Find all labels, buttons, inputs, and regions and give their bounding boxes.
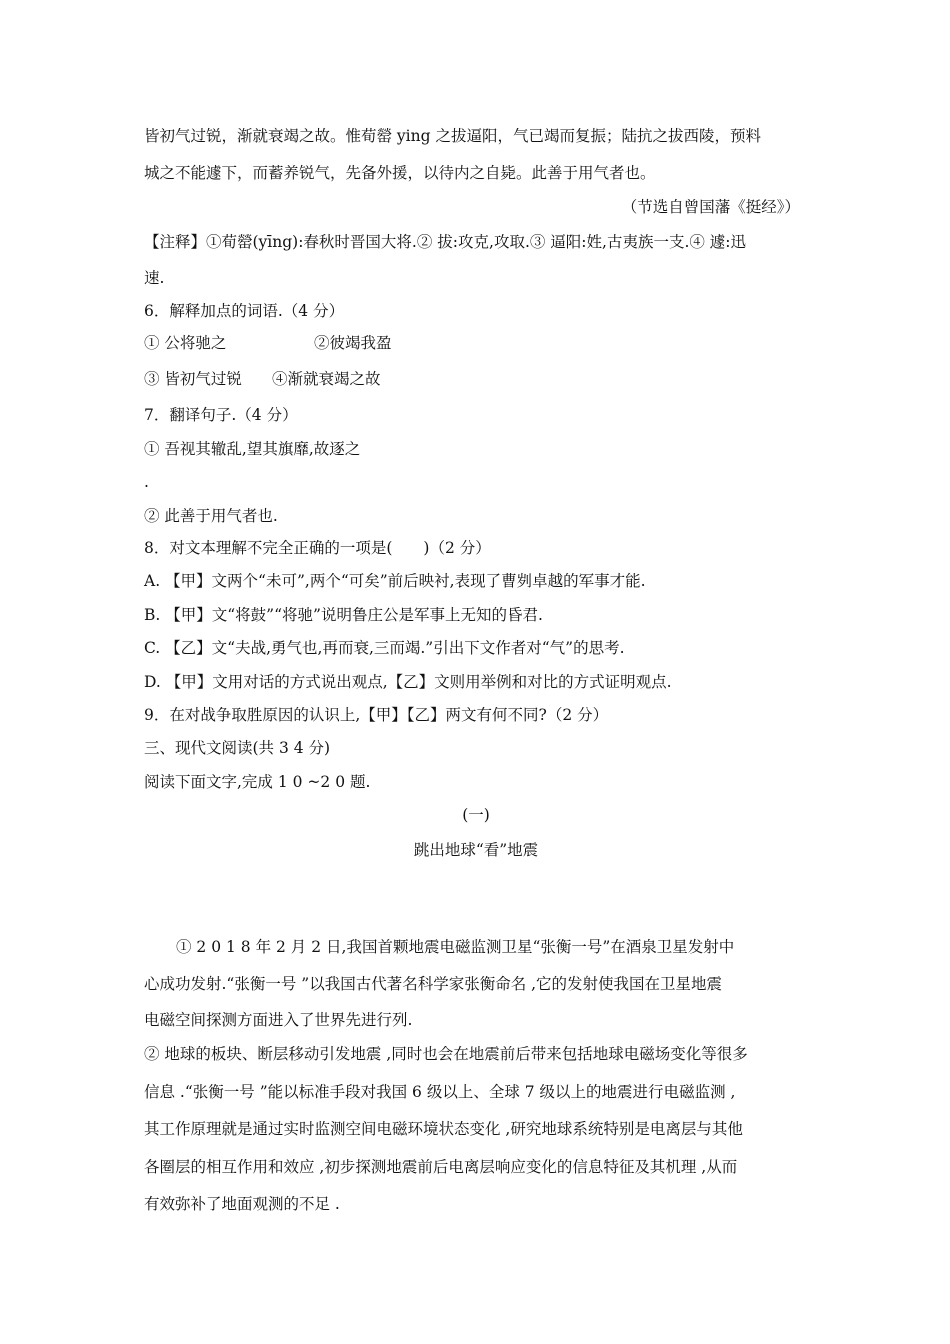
- question-9-stem: 9．在对战争取胜原因的认识上,【甲】【乙】两文有何不同?（2 分）: [144, 706, 609, 724]
- question-7-item: ② 此善于用气者也.: [144, 507, 278, 525]
- question-6-item: ① 公将驰之: [144, 334, 227, 352]
- part-label: (一): [462, 806, 490, 824]
- question-7-stem: 7．翻译句子.（4 分）: [144, 406, 298, 424]
- article-line: 有效弥补了地面观测的不足 .: [144, 1195, 340, 1213]
- annotation-line: 【注释】①荀罃(yīng):春秋时晋国大将.② 拔:攻克,攻取.③ 逼阳:姓,古夷族一支.④ 遽:迅: [144, 233, 747, 251]
- question-8-option-b: B. 【甲】文“将鼓”“将驰”说明鲁庄公是军事上无知的昏君.: [144, 606, 543, 624]
- question-8-option-d: D. 【甲】文用对话的方式说出观点,【乙】文则用举例和对比的方式证明观点.: [144, 673, 672, 691]
- passage-source: （节选自曾国藩《挺经》）: [621, 198, 800, 216]
- article-line: 各圈层的相互作用和效应 ,初步探测地震前后电离层响应变化的信息特征及其机理 ,从而: [144, 1158, 738, 1176]
- question-6-item: ③ 皆初气过锐: [144, 370, 242, 388]
- article-line: ① 2 0 1 8 年 2 月 2 日,我国首颗地震电磁监测卫星“张衡一号”在酒泉卫星发射中: [176, 938, 735, 956]
- passage-line: 城之不能遽下，而蓄养锐气，先备外援，以待内之自毙。此善于用气者也。: [144, 164, 656, 182]
- question-8-option-c: C. 【乙】文“夫战,勇气也,再而衰,三而竭.”引出下文作者对“气”的思考.: [144, 639, 625, 657]
- question-6-item: ④渐就衰竭之故: [272, 370, 381, 388]
- article-line: 其工作原理就是通过实时监测空间电磁环境状态变化 ,研究地球系统特别是电离层与其他: [144, 1120, 743, 1138]
- annotation-line: 速.: [144, 269, 165, 287]
- section-instruction: 阅读下面文字,完成 1 0 ~2 0 题.: [144, 773, 371, 791]
- passage-line: 皆初气过锐，渐就衰竭之故。惟荀罃 ying 之拔逼阳，气已竭而复振；陆抗之拔西陵，预料: [144, 127, 761, 145]
- section-heading: 三、现代文阅读(共 3 4 分): [144, 739, 331, 757]
- article-line: 心成功发射.“张衡一号 ”以我国古代著名科学家张衡命名 ,它的发射使我国在卫星地震: [144, 975, 723, 993]
- article-title: 跳出地球“看”地震: [413, 841, 539, 859]
- article-line: 信息 .“张衡一号 ”能以标准手段对我国 6 级以上、全球 7 级以上的地震进行电磁监测 ,: [144, 1083, 736, 1101]
- question-6-stem: 6．解释加点的词语.（4 分）: [144, 302, 345, 320]
- question-8-stem: 8．对文本理解不完全正确的一项是( )（2 分）: [144, 539, 491, 557]
- article-line: 电磁空间探测方面进入了世界先进行列.: [144, 1011, 413, 1029]
- answer-blank: .: [144, 473, 149, 491]
- article-line: ② 地球的板块、断层移动引发地震 ,同时也会在地震前后带来包括地球电磁场变化等很多: [144, 1045, 748, 1063]
- question-7-item: ① 吾视其辙乱,望其旗靡,故逐之: [144, 440, 361, 458]
- question-6-item: ②彼竭我盈: [314, 334, 392, 352]
- question-8-option-a: A. 【甲】文两个“未可”,两个“可矣”前后映衬,表现了曹刿卓越的军事才能.: [144, 572, 646, 590]
